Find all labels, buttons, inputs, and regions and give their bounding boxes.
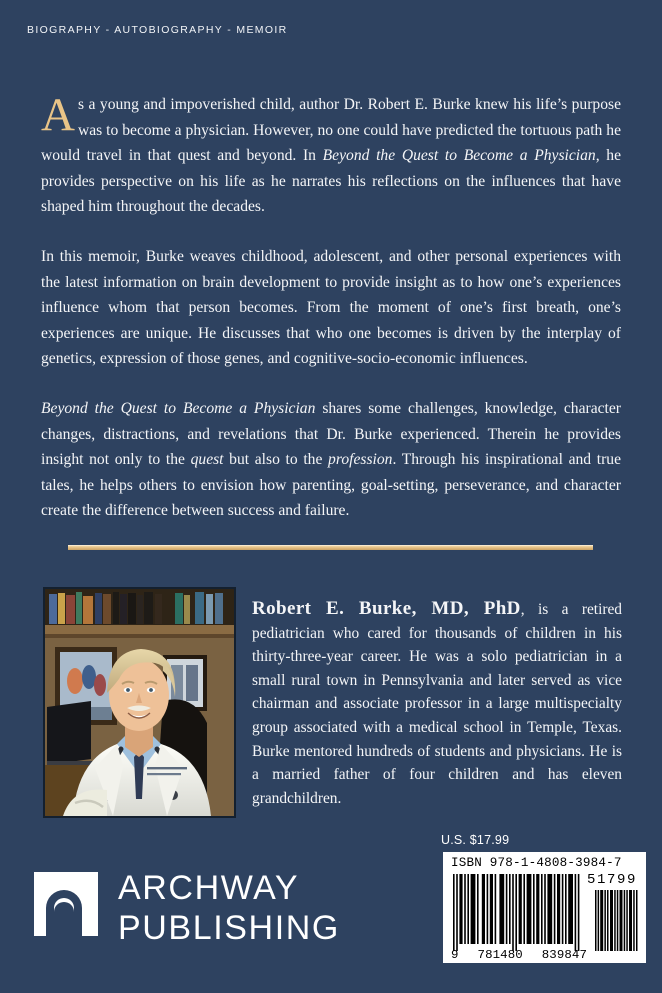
author-portrait-illustration xyxy=(45,589,234,816)
ean-lead-digit: 9 xyxy=(451,948,459,962)
blurb-p3-a: shares some challenges, knowledge, character changes, distractions, and revelations that Dr. Burke experienced. Therein he provides insight not only to the xyxy=(41,399,621,469)
isbn-number-text: ISBN 978-1-4808-3984-7 xyxy=(451,856,622,870)
author-photo-frame xyxy=(43,587,236,818)
blurb-paragraph-2: In this memoir, Burke weaves childhood, adolescent, and other personal experiences with the latest information on brain development to provide insight as to how one’s experiences influence whom that person becomes. From the moment of one’s first breath, one’s experiences are unique. He discusses that who one becomes is driven by the interplay of genetics, expression of those genes, and cognitive-socio-economic influences. xyxy=(41,247,621,368)
ean-human-readable-digits xyxy=(451,948,587,962)
book-title-italic-2: Beyond the Quest to Become a Physician xyxy=(41,399,316,417)
blurb-p3-b: but also to the xyxy=(223,451,329,469)
gold-divider-rule xyxy=(68,545,593,550)
blurb-paragraph-1 xyxy=(41,89,621,220)
author-portrait-photo xyxy=(45,589,234,816)
blurb-paragraph-3 xyxy=(41,396,621,524)
publisher-logo xyxy=(34,869,340,954)
profession-italic: profession xyxy=(328,451,393,469)
publisher-name xyxy=(118,868,340,948)
blurb-p1-tail: he provides perspective on his life as he narrates his reflections on the influences that have shaped him throughout the decades. xyxy=(41,147,621,216)
ean-right-group: 839847 xyxy=(541,948,587,962)
quest-italic: quest xyxy=(190,451,224,469)
ean-left-group: 781480 xyxy=(477,948,523,962)
archway-logo-svg xyxy=(34,872,98,936)
genre-category-line: BIOGRAPHY - AUTOBIOGRAPHY - MEMOIR xyxy=(27,24,288,36)
author-bio-text: , is a retired pediatrician who cared for thousands of children in his thirty-three-year career. He was a solo pediatrician in a small rural town in Pennsylvania and later served as vice chairman and associate professor in a large multispecialty group associated with a medical school in Temple, Texas. Burke mentored hundreds of students and physicians. He is a married father of four children and has eleven grandchildren. xyxy=(252,601,622,807)
archway-logo-icon xyxy=(34,872,98,936)
drop-cap-letter: A xyxy=(41,89,75,141)
ean13-bars xyxy=(453,874,582,951)
back-cover-blurb xyxy=(41,89,621,524)
blurb-p3-c: . Through his inspirational and true tales, he helps others to envision how parenting, goal-setting, perseverance, and character create the difference between success and failure. xyxy=(41,451,621,520)
author-name: Robert E. Burke, MD, PhD xyxy=(252,598,521,619)
blurb-p1-text: s a young and impoverished child, author Dr. Robert E. Burke knew his life’s purpose was to become a physician. However, no one could have predicted the tortuous path he would travel in that quest and beyond. In xyxy=(41,96,621,165)
ean5-addon-bars xyxy=(595,890,639,951)
price-addon-digits: 51799 xyxy=(586,872,637,888)
book-title-italic-1: Beyond the Quest to Become a Physician, xyxy=(322,147,600,165)
isbn-barcode-block xyxy=(443,852,646,963)
publisher-line-1: ARCHWAY xyxy=(118,869,300,907)
price-label: U.S. $17.99 xyxy=(441,833,510,847)
publisher-line-2: PUBLISHING xyxy=(118,909,340,947)
author-bio xyxy=(252,597,622,810)
